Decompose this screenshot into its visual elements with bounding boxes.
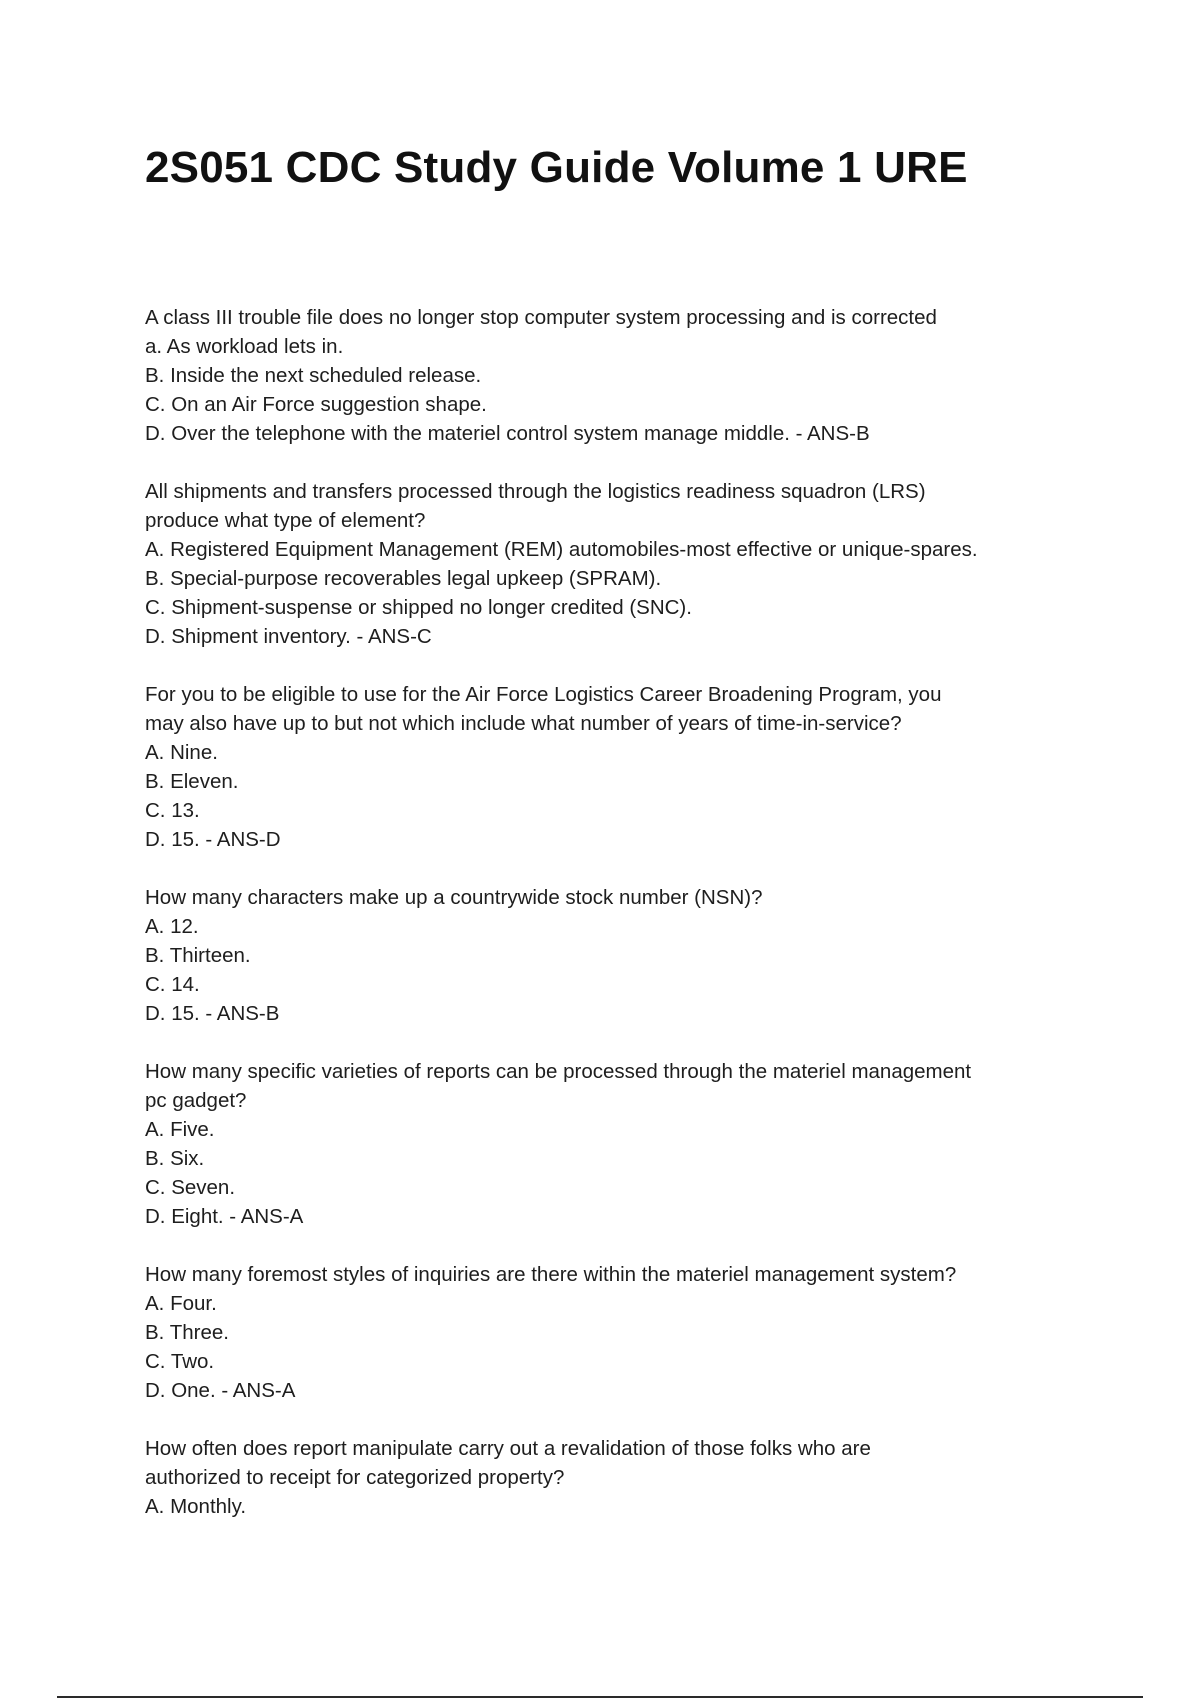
answer-option: C. Shipment-suspense or shipped no longer credited (SNC). <box>145 596 692 619</box>
question-text: How many foremost styles of inquiries are there within the materiel management system? <box>145 1263 957 1286</box>
answer-option: B. Special-purpose recoverables legal upkeep (SPRAM). <box>145 567 662 590</box>
question-text: authorized to receipt for categorized property? <box>145 1466 565 1489</box>
question-block <box>145 680 1145 854</box>
question-text: pc gadget? <box>145 1089 247 1112</box>
answer-option: D. 15. - ANS-B <box>145 1002 280 1025</box>
answer-option: D. Over the telephone with the materiel control system manage middle. - ANS-B <box>145 422 870 445</box>
answer-option: A. Nine. <box>145 741 218 764</box>
question-text: How many specific varieties of reports can be processed through the materiel management <box>145 1060 972 1083</box>
answer-option: D. Eight. - ANS-A <box>145 1205 304 1228</box>
question-block <box>145 477 1145 651</box>
answer-option: A. Five. <box>145 1118 215 1141</box>
question-block <box>145 1434 1145 1521</box>
question-text: produce what type of element? <box>145 509 426 532</box>
answer-option: C. Two. <box>145 1350 215 1373</box>
answer-option: B. Thirteen. <box>145 944 251 967</box>
question-text: How often does report manipulate carry out a revalidation of those folks who are <box>145 1437 871 1460</box>
question-text: How many characters make up a countrywide stock number (NSN)? <box>145 886 763 909</box>
page-bottom-rule <box>57 1696 1143 1698</box>
answer-option: C. Seven. <box>145 1176 236 1199</box>
question-text: A class III trouble file does no longer stop computer system processing and is corrected <box>145 306 937 329</box>
answer-option: C. 14. <box>145 973 200 996</box>
answer-option: D. One. - ANS-A <box>145 1379 296 1402</box>
answer-option: A. Monthly. <box>145 1495 247 1518</box>
question-block <box>145 1260 1145 1405</box>
question-block <box>145 1057 1145 1231</box>
answer-option: C. 13. <box>145 799 200 822</box>
question-list <box>145 303 1145 1550</box>
answer-option: D. 15. - ANS-D <box>145 828 281 851</box>
answer-option: C. On an Air Force suggestion shape. <box>145 393 487 416</box>
question-text: may also have up to but not which include what number of years of time-in-service? <box>145 712 902 735</box>
answer-option: B. Six. <box>145 1147 205 1170</box>
answer-option: B. Inside the next scheduled release. <box>145 364 482 387</box>
answer-option: B. Three. <box>145 1321 229 1344</box>
document-title: 2S051 CDC Study Guide Volume 1 URE <box>145 143 968 192</box>
answer-option: A. 12. <box>145 915 199 938</box>
answer-option: A. Registered Equipment Management (REM) automobiles-most effective or unique-spares. <box>145 538 978 561</box>
question-text: For you to be eligible to use for the Air Force Logistics Career Broadening Program, you <box>145 683 942 706</box>
question-block <box>145 883 1145 1028</box>
question-text: All shipments and transfers processed through the logistics readiness squadron (LRS) <box>145 480 926 503</box>
answer-option: B. Eleven. <box>145 770 239 793</box>
answer-option: D. Shipment inventory. - ANS-C <box>145 625 432 648</box>
answer-option: a. As workload lets in. <box>145 335 344 358</box>
answer-option: A. Four. <box>145 1292 217 1315</box>
question-block <box>145 303 1145 448</box>
